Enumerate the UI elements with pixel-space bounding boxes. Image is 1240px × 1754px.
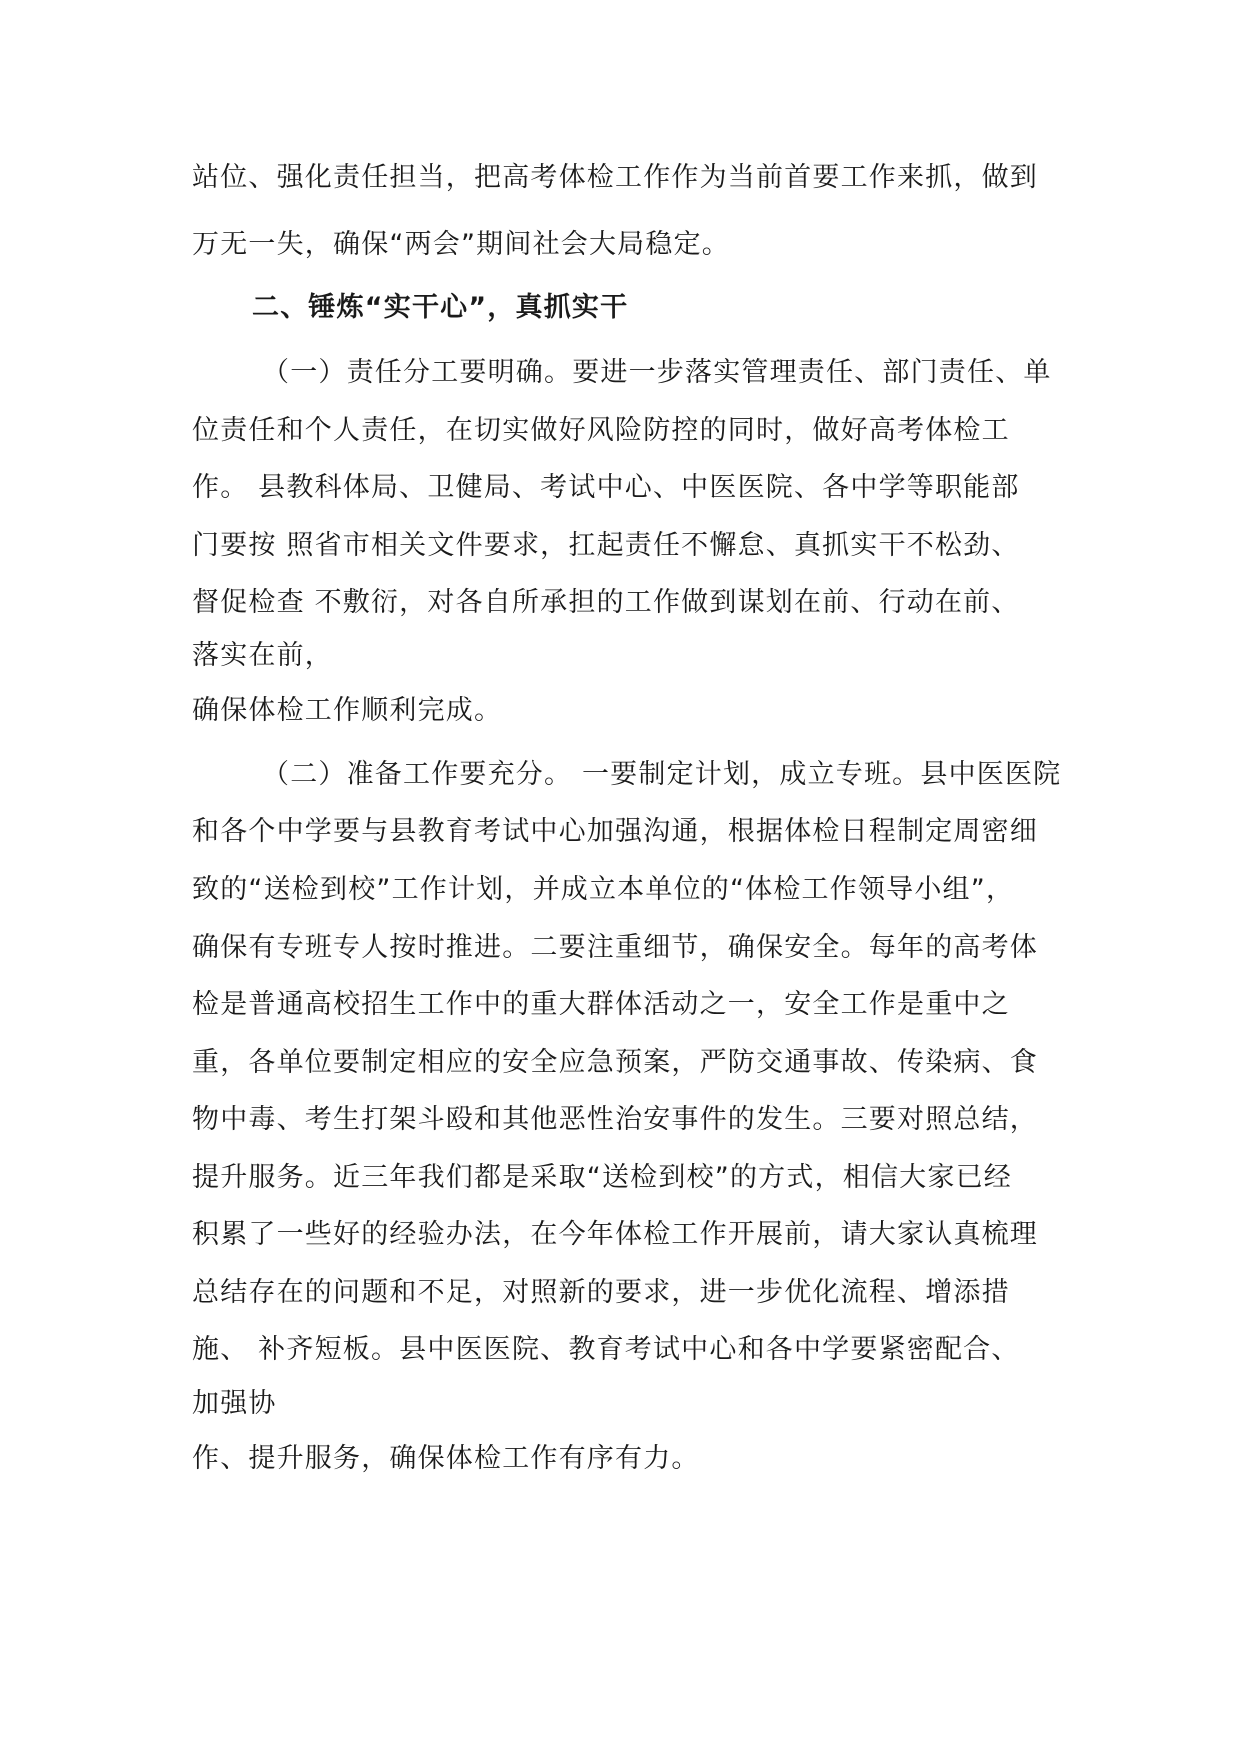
paragraph-line: 门要按 照省市相关文件要求，扛起责任不懈怠、真抓实干不松劲、	[192, 530, 1020, 561]
paragraph-line: 确保体检工作顺利完成。	[192, 695, 503, 726]
paragraph-line: 提升服务。近三年我们都是采取“送检到校”的方式，相信大家已经	[192, 1162, 1012, 1193]
paragraph-line: 致的“送检到校”工作计划，并成立本单位的“体检工作领导小组”，	[192, 874, 1015, 905]
paragraph-line: （二）准备工作要充分。 一要制定计划，成立专班。县中医医院	[262, 759, 1062, 790]
paragraph-line: 万无一失，确保“两会”期间社会大局稳定。	[192, 229, 730, 260]
paragraph-line: 督促检查 不敷衍，对各自所承担的工作做到谋划在前、行动在前、	[192, 587, 1020, 618]
paragraph-line: 作。 县教科体局、卫健局、考试中心、中医医院、各中学等职能部	[192, 472, 1020, 503]
paragraph-line: 检是普通高校招生工作中的重大群体活动之一，安全工作是重中之	[192, 989, 1010, 1020]
paragraph-line: 确保有专班专人按时推进。二要注重细节，确保安全。每年的高考体	[192, 932, 1038, 963]
paragraph-line: 位责任和个人责任，在切实做好风险防控的同时，做好高考体检工	[192, 415, 1010, 446]
paragraph-line: 和各个中学要与县教育考试中心加强沟通，根据体检日程制定周密细	[192, 816, 1038, 847]
paragraph-line: 总结存在的问题和不足，对照新的要求，进一步优化流程、增添措	[192, 1277, 1010, 1308]
paragraph-line: 施、 补齐短板。县中医医院、教育考试中心和各中学要紧密配合、	[192, 1334, 1020, 1365]
section-heading: 二、锤炼“实干心”，真抓实干	[252, 292, 629, 323]
paragraph-line: 加强协	[192, 1388, 277, 1419]
paragraph-line: 作、提升服务，确保体检工作有序有力。	[192, 1443, 700, 1474]
paragraph-line: 站位、强化责任担当，把高考体检工作作为当前首要工作来抓，做到	[192, 162, 1038, 193]
paragraph-line: 重，各单位要制定相应的安全应急预案，严防交通事故、传染病、食	[192, 1047, 1038, 1078]
paragraph-line: 落实在前，	[192, 640, 333, 671]
paragraph-line: （一）责任分工要明确。要进一步落实管理责任、部门责任、单	[262, 357, 1052, 388]
paragraph-line: 物中毒、考生打架斗殴和其他恶性治安事件的发生。三要对照总结，	[192, 1104, 1038, 1135]
paragraph-line: 积累了一些好的经验办法，在今年体检工作开展前，请大家认真梳理	[192, 1219, 1038, 1250]
